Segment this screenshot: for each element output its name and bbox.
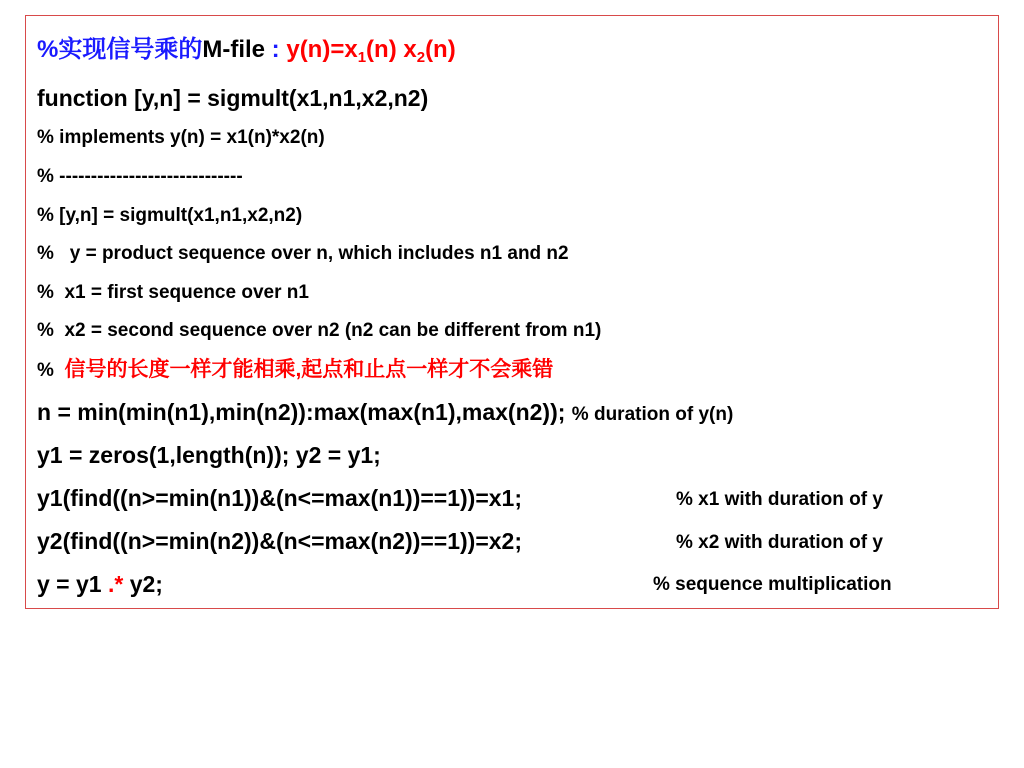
y2-find-code: y2(find((n>=min(n2))&(n<=max(n2))==1))=x2; bbox=[37, 528, 523, 554]
comment-x1: % x1 = first sequence over n1 bbox=[37, 282, 309, 303]
title-chinese: %实现信号乘的 bbox=[37, 36, 203, 63]
comment-usage: % [y,n] = sigmult(x1,n1,x2,n2) bbox=[37, 205, 303, 226]
title-mfile: M-file bbox=[202, 36, 266, 63]
y1-zeros-statement: y1 = zeros(1,length(n)); y2 = y1; bbox=[37, 442, 381, 468]
y-multiply-code bbox=[37, 573, 163, 596]
n-comment: % duration of y(n) bbox=[571, 404, 734, 425]
function-definition: function [y,n] = sigmult(x1,n1,x2,n2) bbox=[37, 85, 429, 111]
title-equation: $y(n)=x_1(n)$ $x_2(n)$ bbox=[286, 36, 456, 66]
comment-y: % y = product sequence over n, which includes n1 and n2 bbox=[37, 243, 569, 264]
code-box bbox=[25, 15, 999, 609]
y-multiply-operator: .* bbox=[107, 571, 124, 597]
comment-chinese-text: 信号的长度一样才能相乘,起点和止点一样才不会乘错 bbox=[64, 358, 554, 381]
y-multiply-comment: % sequence multiplication bbox=[653, 574, 892, 595]
y2-find-comment: % x2 with duration of y bbox=[676, 532, 883, 553]
n-statement bbox=[37, 401, 733, 424]
y1-find-code: y1(find((n>=min(n1))&(n<=max(n1))==1))=x1; bbox=[37, 485, 523, 511]
comment-implements: % implements y(n) = x1(n)*x2(n) bbox=[37, 127, 325, 148]
y-multiply-lhs: y = y1 bbox=[37, 571, 108, 597]
comment-x2: % x2 = second sequence over n2 (n2 can be different from n1) bbox=[37, 320, 602, 341]
y-multiply-rhs: y2; bbox=[123, 571, 163, 597]
y1-find-comment: % x1 with duration of y bbox=[676, 489, 883, 510]
comment-chinese bbox=[37, 359, 553, 380]
comment-chinese-prefix: % bbox=[37, 360, 65, 381]
title-colon: : bbox=[265, 36, 287, 63]
comment-dashes: % ----------------------------- bbox=[37, 166, 243, 187]
n-code: n = min(min(n1),min(n2)):max(max(n1),max(n2)); bbox=[37, 399, 572, 425]
slide-title bbox=[37, 36, 456, 66]
